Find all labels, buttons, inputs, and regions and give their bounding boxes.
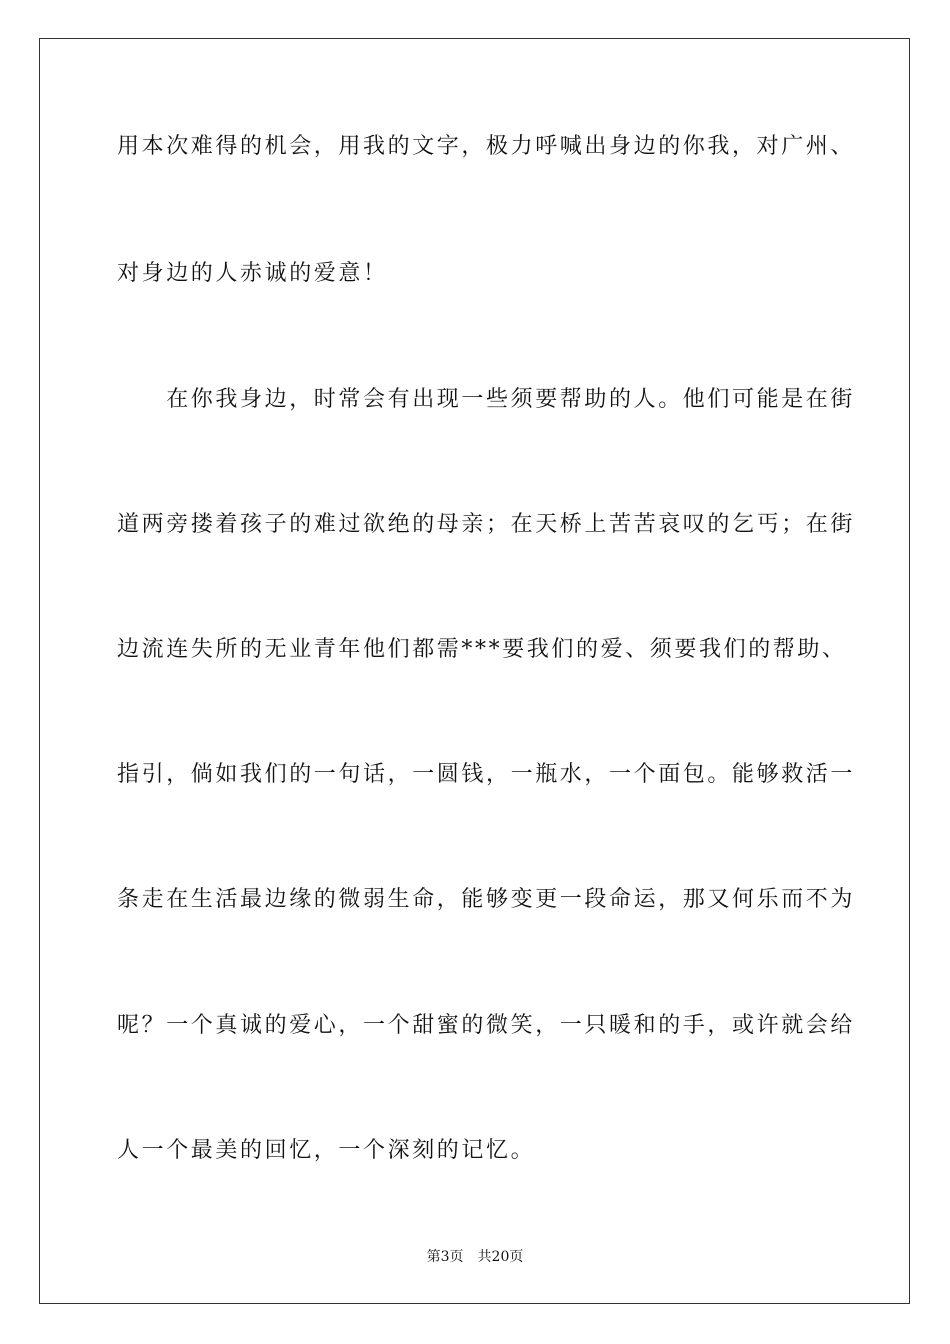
text-line: 条走在生活最边缘的微弱生命，能够变更一段命运，那又何乐而不为 [117,887,856,912]
page-total: 共20页 [477,1249,524,1265]
text-line: 道两旁搂着孩子的难过欲绝的母亲；在天桥上苦苦哀叹的乞丐；在街 [117,512,856,537]
text-line: 对身边的人赤诚的爱意！ [117,261,388,286]
page-footer [0,1247,950,1267]
text-line: 用本次难得的机会，用我的文字，极力呼喊出身边的你我，对广州、 [117,134,856,159]
text-line: 边流连失所的无业青年他们都需***要我们的爱、须要我们的帮助、 [117,637,847,662]
page-border [39,38,910,1304]
text-line: 人一个最美的回忆，一个深刻的记忆。 [117,1138,536,1163]
page-number: 第3页 [426,1249,464,1265]
text-line: 指引，倘如我们的一句话，一圆钱，一瓶水，一个面包。能够救活一 [117,762,856,787]
text-line: 在你我身边，时常会有出现一些须要帮助的人。他们可能是在街 [117,387,856,412]
text-line: 呢？一个真诚的爱心，一个甜蜜的微笑，一只暖和的手，或许就会给 [117,1013,856,1038]
